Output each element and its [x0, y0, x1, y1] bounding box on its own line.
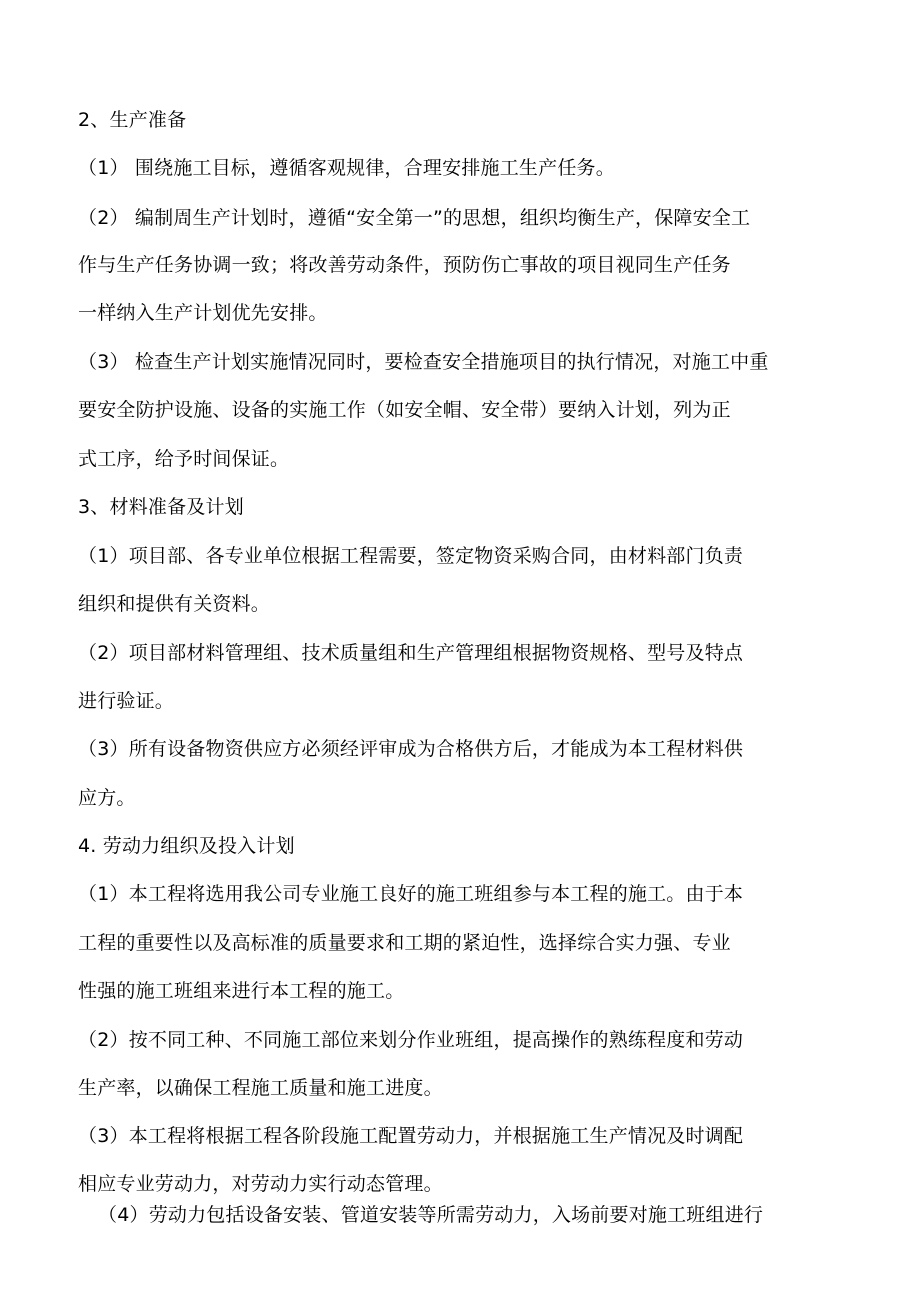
paragraph-line: （1）项目部、各专业单位根据工程需要，签定物资采购合同，由材料部门负责: [78, 545, 744, 567]
section-heading: 3、材料准备及计划: [78, 496, 244, 518]
paragraph-line: 式工序，给予时间保证。: [78, 448, 290, 470]
paragraph-line: 工程的重要性以及高标准的质量要求和工期的紧迫性，选择综合实力强、专业: [78, 932, 731, 954]
paragraph-line: 性强的施工班组来进行本工程的施工。: [78, 980, 405, 1002]
paragraph-line: （3）所有设备物资供应方必须经评审成为合格供方后，才能成为本工程材料供: [78, 738, 744, 760]
paragraph-line: 要安全防护设施、设备的实施工作（如安全帽、安全带）要纳入计划，列为正: [78, 399, 731, 421]
paragraph-line: （1）本工程将选用我公司专业施工良好的施工班组参与本工程的施工。由于本: [78, 883, 744, 905]
section-heading: 4. 劳动力组织及投入计划: [78, 835, 295, 857]
paragraph-line: （4）劳动力包括设备安装、管道安装等所需劳动力，入场前要对施工班组进行: [98, 1204, 764, 1226]
paragraph-line: （1） 围绕施工目标，遵循客观规律，合理安排施工生产任务。: [78, 157, 615, 179]
paragraph-line: （2）按不同工种、不同施工部位来划分作业班组，提高操作的熟练程度和劳动: [78, 1029, 744, 1051]
paragraph-line: 进行验证。: [78, 690, 175, 712]
paragraph-line: 生产率，以确保工程施工质量和施工进度。: [78, 1077, 443, 1099]
paragraph-line: （2） 编制周生产计划时，遵循“安全第一”的思想，组织均衡生产，保障安全工: [78, 207, 751, 229]
paragraph-line: 相应专业劳动力，对劳动力实行动态管理。: [78, 1173, 443, 1195]
paragraph-line: （3）本工程将根据工程各阶段施工配置劳动力，并根据施工生产情况及时调配: [78, 1125, 744, 1147]
paragraph-line: （3） 检查生产计划实施情况同时，要检查安全措施项目的执行情况，对施工中重: [78, 351, 769, 373]
paragraph-line: 作与生产任务协调一致；将改善劳动条件，预防伤亡事故的项目视同生产任务: [78, 254, 731, 276]
paragraph-line: （2）项目部材料管理组、技术质量组和生产管理组根据物资规格、型号及特点: [78, 642, 744, 664]
paragraph-line: 组织和提供有关资料。: [78, 593, 271, 615]
paragraph-line: 一样纳入生产计划优先安排。: [78, 302, 328, 324]
section-heading: 2、生产准备: [78, 109, 187, 131]
paragraph-line: 应方。: [78, 787, 136, 809]
